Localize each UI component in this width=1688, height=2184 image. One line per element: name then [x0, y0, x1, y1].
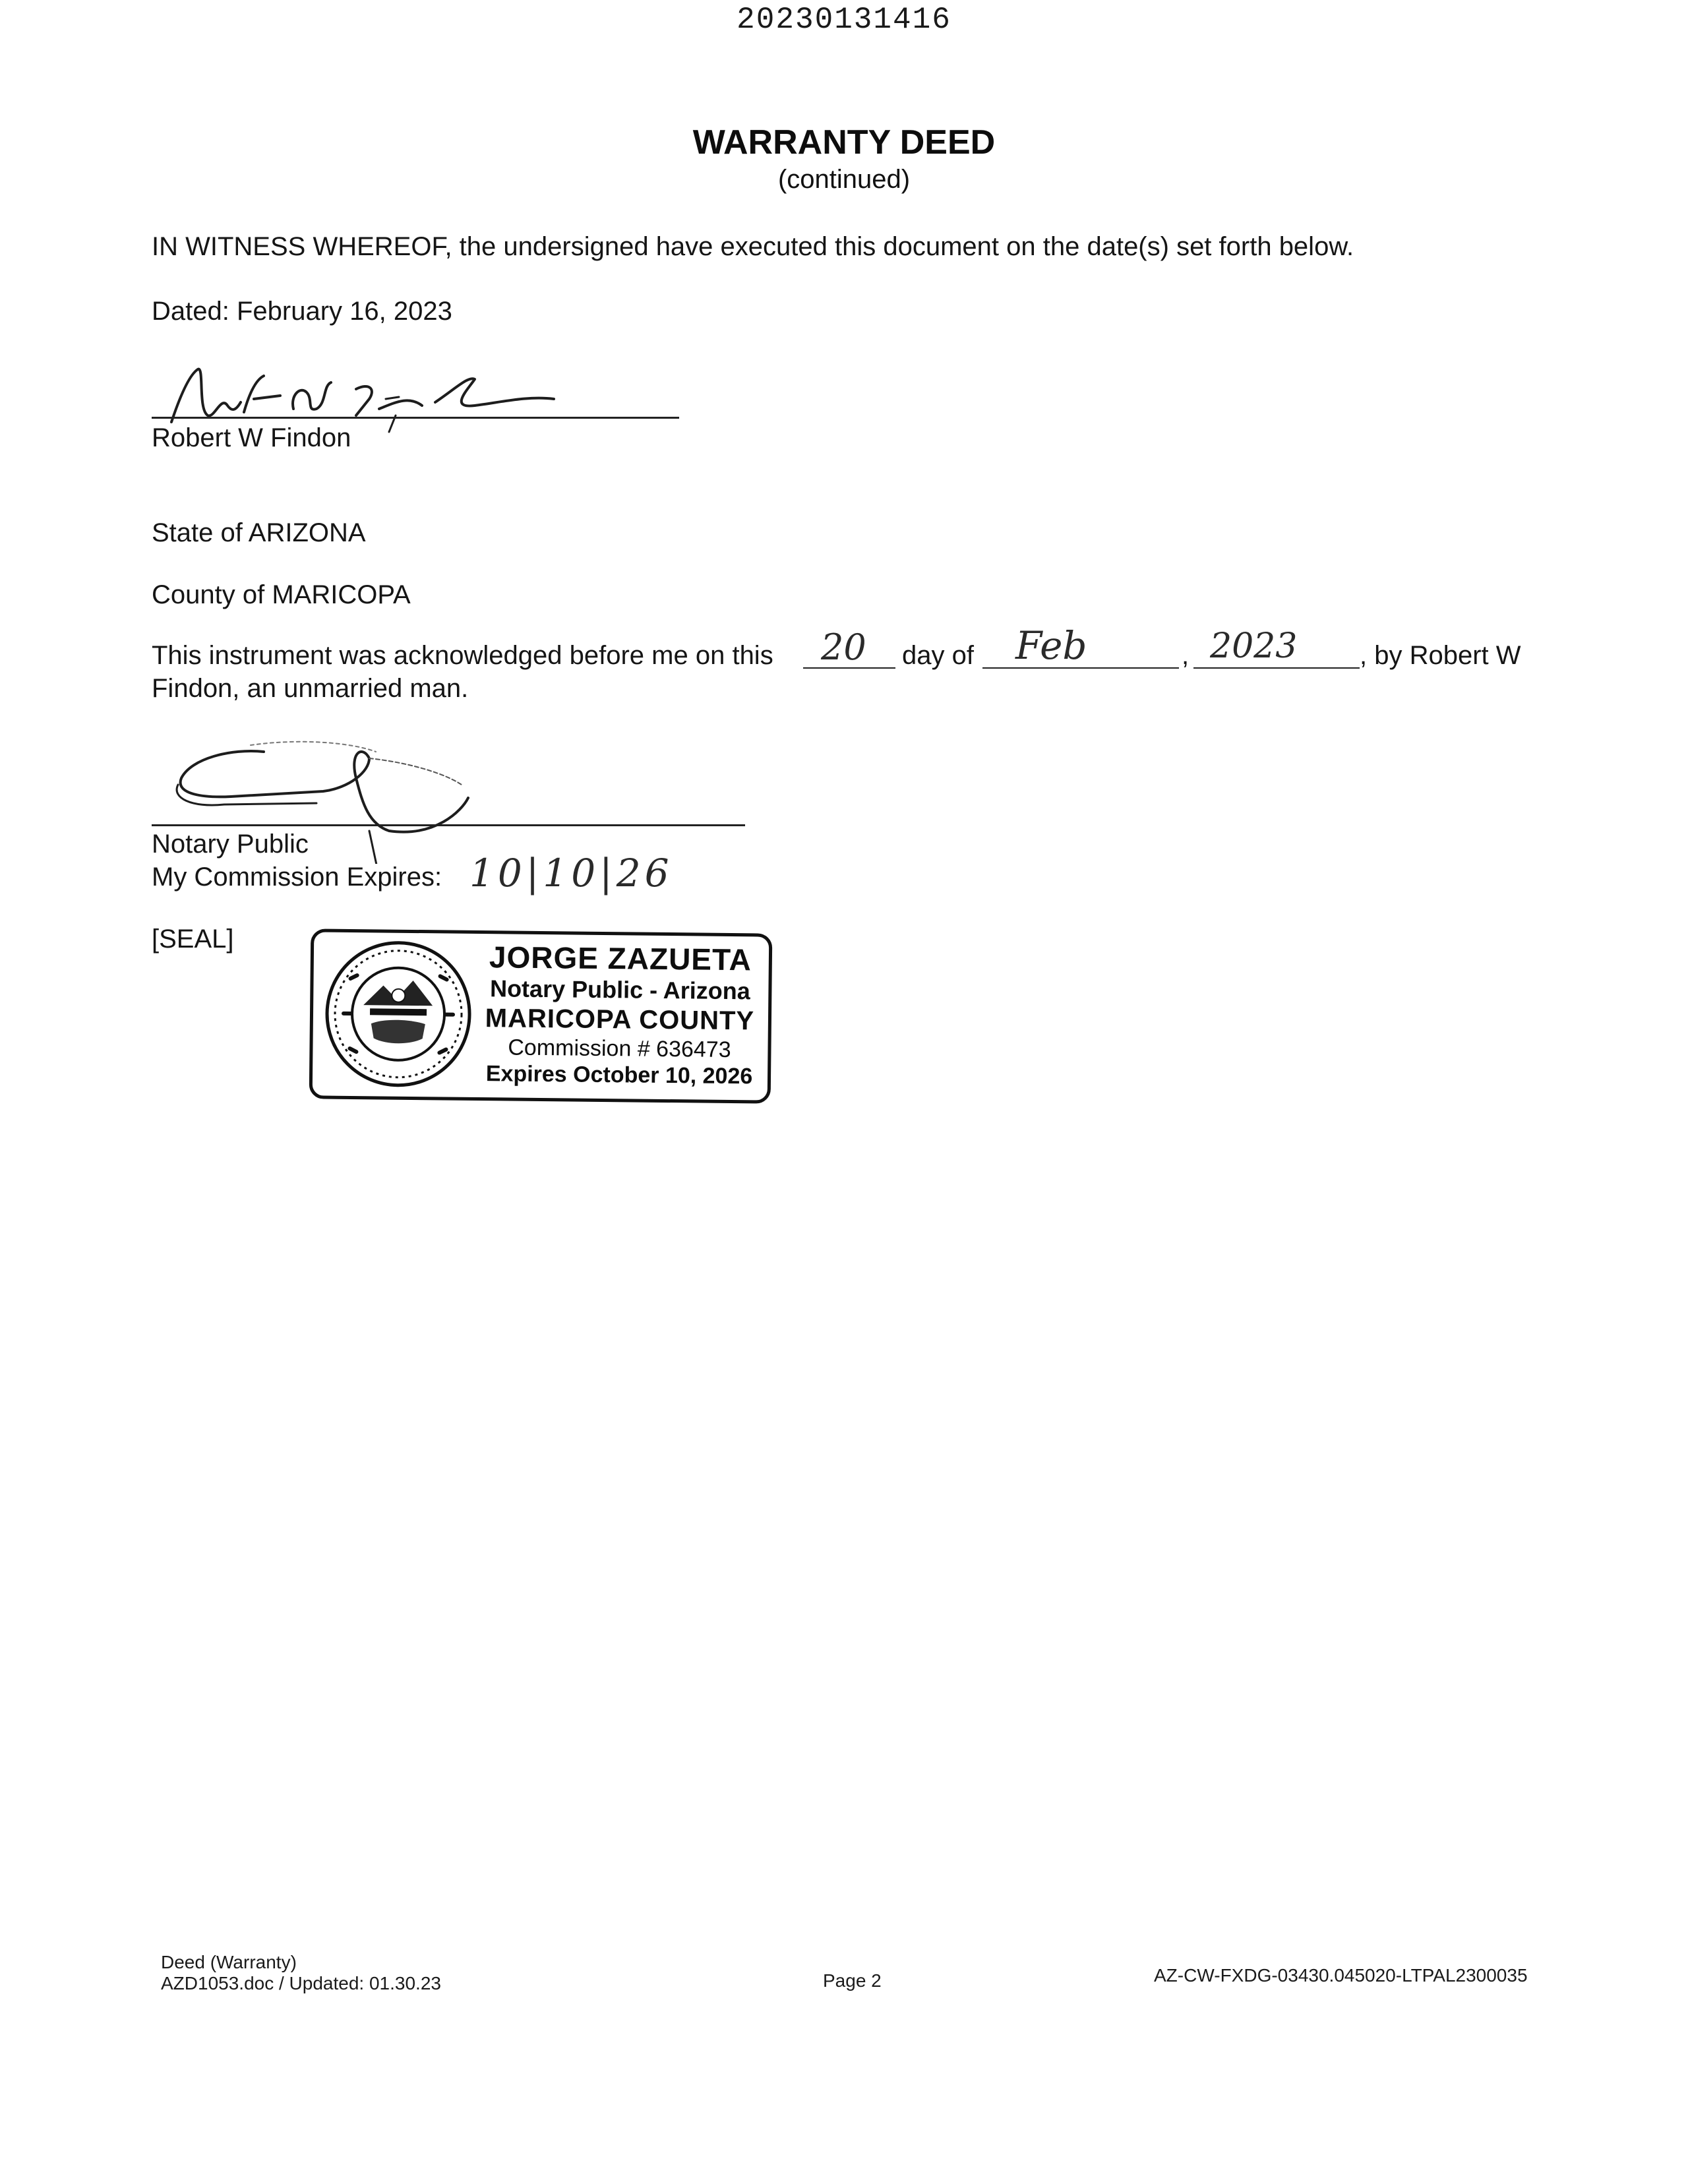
acknowledgment-text-4: Findon, an unmarried man. — [152, 674, 469, 703]
signer-signature-line — [152, 417, 679, 419]
acknowledgment-text-1: This instrument was acknowledged before me on this — [152, 641, 773, 670]
dated-line: Dated: February 16, 2023 — [152, 297, 452, 326]
arizona-state-seal-icon — [323, 939, 473, 1089]
county-line: County of MARICOPA — [152, 580, 411, 609]
witness-clause: IN WITNESS WHEREOF, the undersigned have executed this document on the date(s) set forth below. — [152, 232, 1354, 261]
acknowledgment-text-2: day of — [902, 641, 974, 670]
stamp-county: MARICOPA COUNTY — [485, 1003, 755, 1036]
notary-title: Notary Public — [152, 830, 309, 859]
notary-signature-line — [152, 824, 745, 826]
ack-month-handwritten: Feb — [1015, 623, 1087, 668]
signer-name: Robert W Findon — [152, 423, 351, 452]
stamp-notary-title: Notary Public - Arizona — [489, 975, 750, 1005]
ack-day-handwritten: 20 — [821, 626, 866, 668]
acknowledgment-text-3: , by Robert W — [1360, 641, 1521, 670]
commission-expires-handwritten: 10|10|26 — [469, 851, 673, 895]
commission-expires-label: My Commission Expires: — [152, 863, 442, 892]
document-subtitle: (continued) — [777, 165, 911, 194]
footer-form-id: AZD1053.doc / Updated: 01.30.23 — [161, 1973, 441, 1993]
ack-year-handwritten: 2023 — [1210, 626, 1298, 666]
stamp-notary-name: JORGE ZAZUETA — [489, 940, 752, 977]
footer-page-number: Page 2 — [823, 1970, 882, 1991]
footer-form-name: Deed (Warranty) — [161, 1952, 297, 1972]
stamp-commission-number: Commission # 636473 — [508, 1035, 731, 1062]
document-title: WARRANTY DEED — [692, 123, 996, 162]
footer-order-number: AZ-CW-FXDG-03430.045020-LTPAL2300035 — [1154, 1965, 1528, 1986]
ack-comma: , — [1182, 641, 1190, 670]
notary-stamp — [309, 928, 773, 1103]
stamp-expiration: Expires October 10, 2026 — [485, 1061, 753, 1089]
state-line: State of ARIZONA — [152, 518, 366, 547]
seal-label: [SEAL] — [152, 925, 234, 954]
recording-number: 20230131416 — [737, 3, 951, 37]
ack-year-blank — [1193, 667, 1360, 669]
signer-signature — [158, 349, 633, 435]
